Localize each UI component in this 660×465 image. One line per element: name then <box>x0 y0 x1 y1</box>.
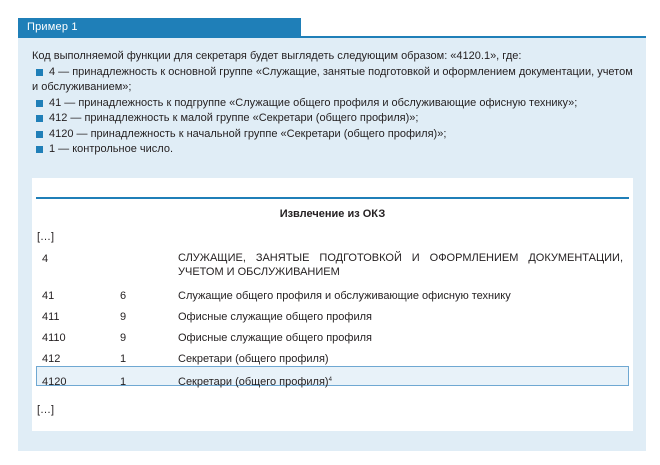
bullet-item: 41 — принадлежность к подгруппе «Служащие общего профиля и обслуживающие офисную технику»; <box>32 96 637 112</box>
intro-lead: Код выполняемой функции для секретаря будет выглядеть следующим образом: «4120.1», где: <box>32 50 522 62</box>
row-name: СЛУЖАЩИЕ, ЗАНЯТЫЕ ПОДГОТОВКОЙ И ОФОРМЛЕНИЕМ ДОКУМЕНТАЦИИ, УЧЕТОМ И ОБСЛУЖИВАНИЕМ <box>178 252 623 278</box>
row-name: Секретари (общего профиля) <box>178 353 329 365</box>
intro-text <box>32 49 637 158</box>
bullet-item: 1 — контрольное число. <box>32 142 637 158</box>
row-code: 4120 <box>42 376 67 388</box>
bullet-square-icon <box>36 69 43 76</box>
bullet-item: 412 — принадлежность к малой группе «Секретари (общего профиля)»; <box>32 111 637 127</box>
example-tab <box>18 18 301 36</box>
row-control: 6 <box>120 290 127 302</box>
bullet-square-icon <box>36 115 43 122</box>
row-code: 412 <box>42 353 61 365</box>
okz-extract-panel <box>32 178 633 431</box>
example-box <box>18 36 646 451</box>
example-tab-label: Пример 1 <box>27 21 78 33</box>
bullet-item: 4120 — принадлежность к начальной группе «Секретари (общего профиля)»; <box>32 127 637 143</box>
panel-divider <box>36 197 629 199</box>
bullet-item: 4 — принадлежность к основной группе «Служащие, занятые подготовкой и оформлением документации, учетом и обслуживанием»; <box>32 65 633 93</box>
row-control: 1 <box>120 353 127 365</box>
row-name: Офисные служащие общего профиля <box>178 332 372 344</box>
bullet-square-icon <box>36 131 43 138</box>
row-name: Служащие общего профиля и обслуживающие офисную технику <box>178 290 511 302</box>
row-name-with-footnote: Секретари (общего профиля)$^4$ <box>178 376 332 388</box>
footnote-marker: 4 <box>328 377 332 383</box>
row-code: 4110 <box>42 332 66 344</box>
row-code: 4 <box>42 253 49 265</box>
row-name: Офисные служащие общего профиля <box>178 311 372 323</box>
row-code: 411 <box>42 311 60 323</box>
row-control: 9 <box>120 332 127 344</box>
ellipsis-bottom: […] <box>37 404 55 416</box>
box-divider <box>18 36 646 38</box>
row-control: 1 <box>120 376 127 388</box>
row-control: 9 <box>120 311 127 323</box>
row-code: 41 <box>42 290 55 302</box>
bullet-square-icon <box>36 146 43 153</box>
extract-title: Извлечение из ОКЗ <box>279 208 386 220</box>
bullet-square-icon <box>36 100 43 107</box>
ellipsis-top: […] <box>37 231 55 243</box>
